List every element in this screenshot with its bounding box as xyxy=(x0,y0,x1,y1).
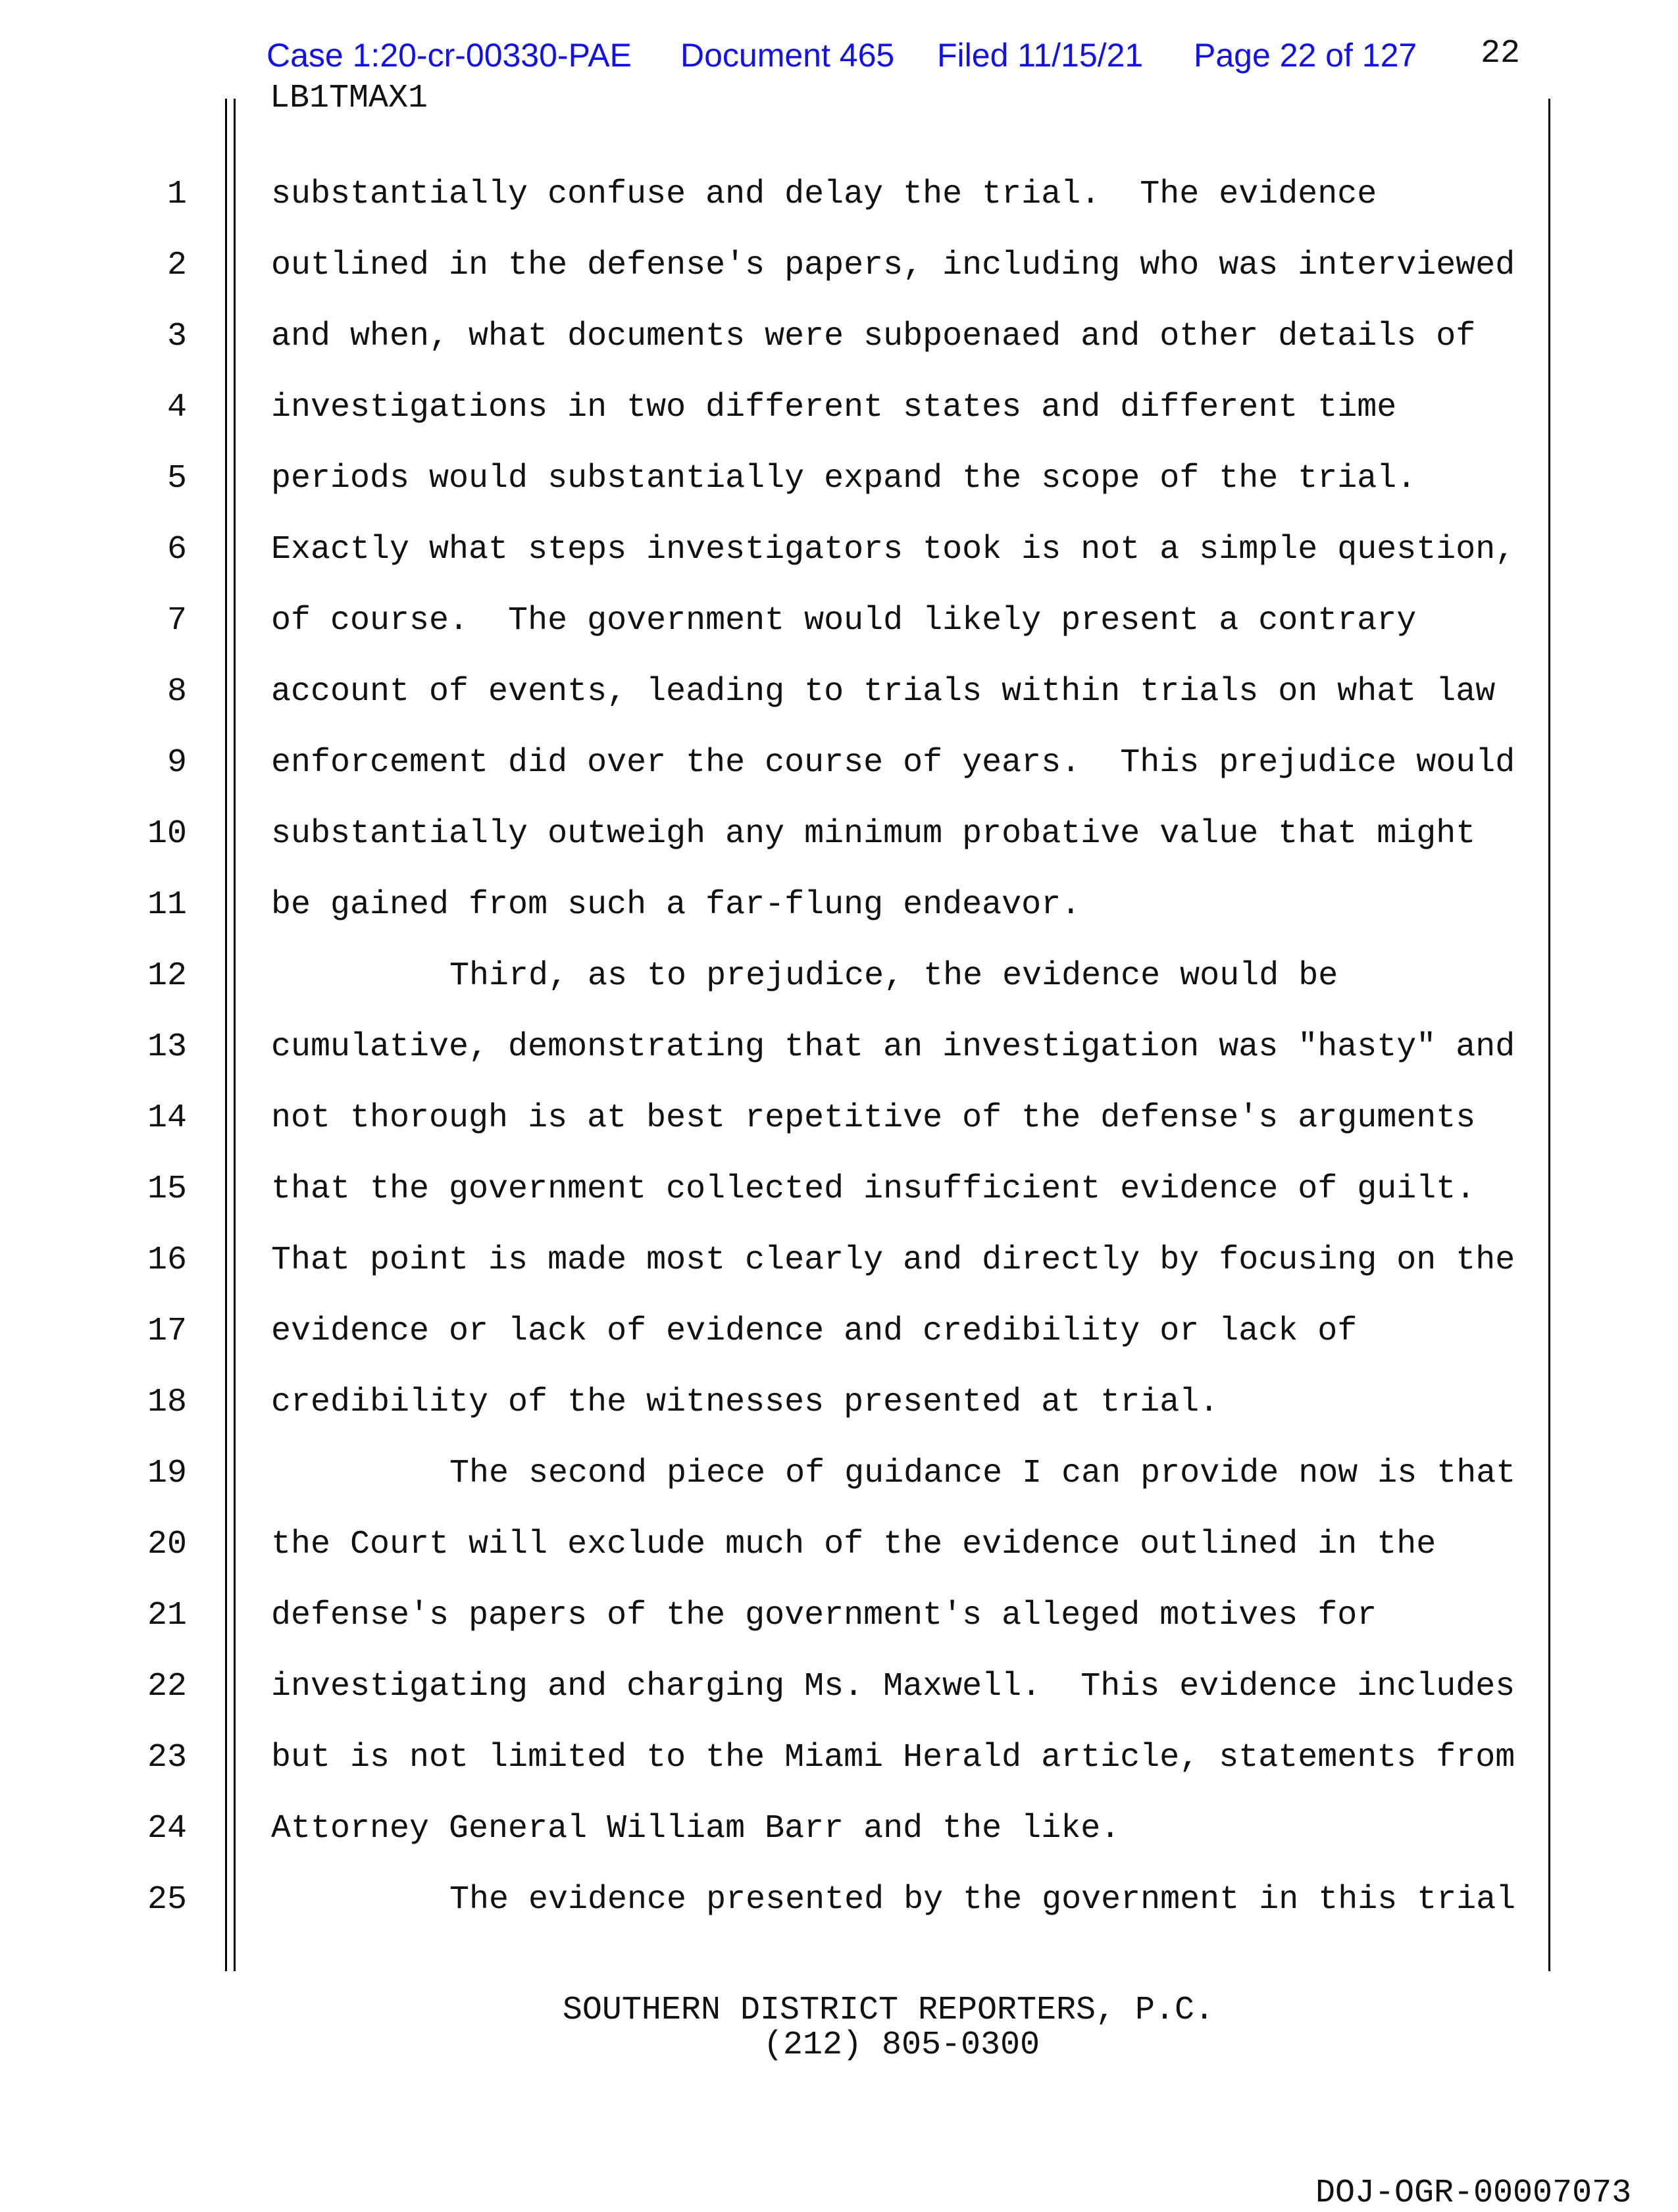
line-text: but is not limited to the Miami Herald article, statements from xyxy=(271,1739,1515,1776)
right-margin-rule xyxy=(1548,99,1550,1971)
line-number: 19 xyxy=(147,1455,187,1492)
line-number: 3 xyxy=(166,318,187,355)
filing-stamp-page: Page 22 of 127 xyxy=(1194,37,1417,74)
line-text: The second piece of guidance I can provide now is that xyxy=(449,1455,1516,1492)
line-number: 11 xyxy=(147,886,187,924)
line-number: 8 xyxy=(166,673,187,711)
line-text: and when, what documents were subpoenaed and other details of xyxy=(271,318,1476,355)
line-text: Exactly what steps investigators took is not a simple question, xyxy=(271,531,1515,568)
line-number: 4 xyxy=(166,389,187,426)
line-number: 24 xyxy=(147,1810,187,1848)
line-text: investigating and charging Ms. Maxwell. This evidence includes xyxy=(271,1668,1515,1705)
line-number: 2 xyxy=(166,247,187,284)
line-number: 14 xyxy=(147,1099,187,1137)
filing-stamp-document: Document 465 xyxy=(680,37,895,74)
filing-stamp-filed-date: Filed 11/15/21 xyxy=(937,37,1144,74)
line-text: credibility of the witnesses presented at trial. xyxy=(271,1384,1219,1421)
line-number: 22 xyxy=(147,1668,187,1705)
line-number: 23 xyxy=(147,1739,187,1776)
line-number: 16 xyxy=(147,1242,187,1279)
bates-number: DOJ-OGR-00007073 xyxy=(1315,2174,1632,2212)
line-number: 17 xyxy=(147,1313,187,1350)
line-text: evidence or lack of evidence and credibility or lack of xyxy=(271,1313,1358,1350)
left-margin-rule-inner xyxy=(234,99,236,1971)
line-number: 9 xyxy=(166,744,187,782)
line-text: not thorough is at best repetitive of the defense's arguments xyxy=(271,1099,1476,1137)
line-text: account of events, leading to trials within trials on what law xyxy=(271,673,1496,711)
line-number: 12 xyxy=(147,957,187,995)
line-text: investigations in two different states and different time xyxy=(271,389,1397,426)
line-text: Attorney General William Barr and the like. xyxy=(271,1810,1121,1848)
line-text: outlined in the defense's papers, including who was interviewed xyxy=(271,247,1515,284)
line-text: That point is made most clearly and directly by focusing on the xyxy=(271,1242,1515,1279)
line-number: 20 xyxy=(147,1526,187,1563)
line-text: substantially outweigh any minimum probative value that might xyxy=(271,815,1476,853)
footer-reporter-phone: (212) 805-0300 xyxy=(763,2026,1040,2064)
line-text: The evidence presented by the government in this trial xyxy=(449,1881,1516,1919)
line-text: substantially confuse and delay the trial. The evidence xyxy=(271,176,1377,213)
transcript-page-number: 22 xyxy=(1481,35,1521,72)
line-text: of course. The government would likely present a contrary xyxy=(271,602,1417,640)
line-number: 10 xyxy=(147,815,187,853)
line-text: be gained from such a far-flung endeavor. xyxy=(271,886,1081,924)
line-number: 7 xyxy=(166,602,187,640)
line-number: 6 xyxy=(166,531,187,568)
line-number: 1 xyxy=(166,176,187,213)
line-text: Third, as to prejudice, the evidence would be xyxy=(449,957,1338,995)
line-number: 18 xyxy=(147,1384,187,1421)
left-margin-rule-outer xyxy=(225,99,227,1971)
line-text: defense's papers of the government's alleged motives for xyxy=(271,1597,1377,1634)
line-number: 25 xyxy=(147,1881,187,1919)
line-number: 15 xyxy=(147,1170,187,1208)
filing-stamp-case: Case 1:20-cr-00330-PAE xyxy=(267,37,632,74)
line-number: 5 xyxy=(166,460,187,497)
line-text: that the government collected insufficient evidence of guilt. xyxy=(271,1170,1476,1208)
footer-reporter-name: SOUTHERN DISTRICT REPORTERS, P.C. xyxy=(562,1992,1215,2029)
line-text: periods would substantially expand the scope of the trial. xyxy=(271,460,1417,497)
transcript-header-code: LB1TMAX1 xyxy=(270,80,428,117)
line-text: enforcement did over the course of years. This prejudice would xyxy=(271,744,1515,782)
line-number: 13 xyxy=(147,1028,187,1066)
line-number: 21 xyxy=(147,1597,187,1634)
line-text: the Court will exclude much of the evidence outlined in the xyxy=(271,1526,1436,1563)
line-text: cumulative, demonstrating that an investigation was "hasty" and xyxy=(271,1028,1515,1066)
